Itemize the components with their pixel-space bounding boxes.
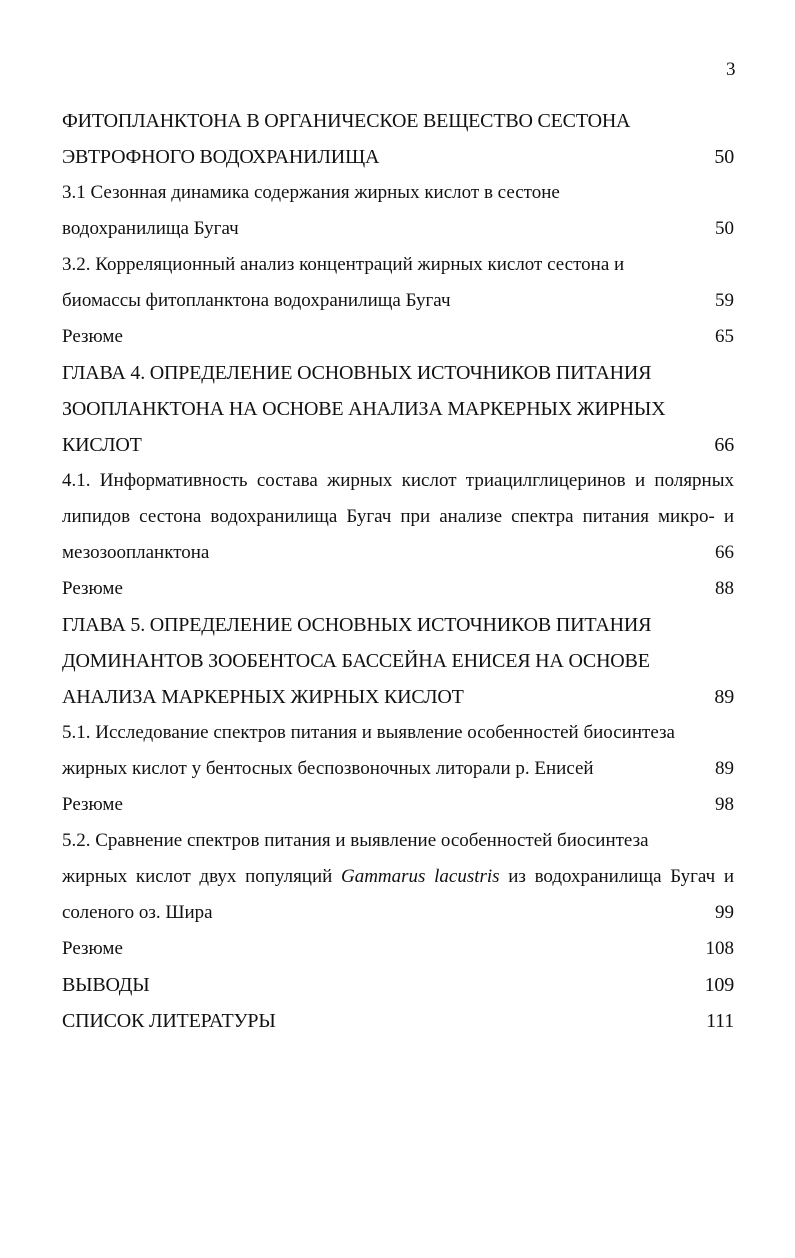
toc-entry-text: биомассы фитопланктона водохранилища Бугач	[62, 290, 451, 311]
toc-page-number: 65	[715, 326, 734, 347]
toc-entry[interactable]	[62, 900, 734, 926]
toc-entry[interactable]	[62, 432, 734, 458]
toc-entry[interactable]	[62, 684, 734, 710]
toc-entry[interactable]	[62, 216, 734, 242]
toc-entry-text: соленого оз. Шира	[62, 902, 213, 923]
toc-entry[interactable]	[62, 324, 734, 350]
toc-heading-text: ГЛАВА 5. ОПРЕДЕЛЕНИЕ ОСНОВНЫХ ИСТОЧНИКОВ ПИТАНИЯ	[62, 614, 652, 636]
toc-entry[interactable]	[62, 288, 734, 314]
toc-page-number: 66	[715, 542, 734, 563]
toc-entry-text: 5.1. Исследование спектров питания и выявление особенностей биосинтеза	[62, 722, 675, 743]
toc-heading-text: ВЫВОДЫ	[62, 974, 150, 996]
toc-heading-text: ДОМИНАНТОВ ЗООБЕНТОСА БАССЕЙНА ЕНИСЕЯ НА ОСНОВЕ	[62, 650, 650, 672]
toc-entry-text: Резюме	[62, 578, 123, 599]
toc-entry-text: мезозоопланктона	[62, 542, 210, 563]
toc-line	[62, 504, 734, 530]
toc-heading-text: СПИСОК ЛИТЕРАТУРЫ	[62, 1010, 276, 1032]
toc-heading-text: ЭВТРОФНОГО ВОДОХРАНИЛИЩА	[62, 146, 380, 168]
toc-line	[62, 828, 734, 854]
toc-entry[interactable]	[62, 972, 734, 998]
toc-entry[interactable]	[62, 1008, 734, 1034]
toc-entry[interactable]	[62, 576, 734, 602]
toc-page-number: 111	[706, 1010, 734, 1032]
toc-entry[interactable]	[62, 756, 734, 782]
toc-line	[62, 864, 734, 890]
toc-page-number: 109	[704, 974, 734, 996]
toc-heading-text: ФИТОПЛАНКТОНА В ОРГАНИЧЕСКОЕ ВЕЩЕСТВО СЕСТОНА	[62, 110, 631, 132]
toc-heading-text: ГЛАВА 4. ОПРЕДЕЛЕНИЕ ОСНОВНЫХ ИСТОЧНИКОВ ПИТАНИЯ	[62, 362, 652, 384]
toc-line	[62, 720, 734, 746]
toc-page-number: 50	[714, 146, 734, 168]
toc-page-number: 50	[715, 218, 734, 239]
toc-entry-text: 5.2. Сравнение спектров питания и выявление особенностей биосинтеза	[62, 830, 649, 851]
toc-entry-text-part: из водохранилища Бугач и	[499, 866, 734, 887]
toc-entry-text-part: жирных кислот двух популяций	[62, 866, 341, 887]
toc-page-number: 89	[715, 758, 734, 779]
toc-entry[interactable]	[62, 936, 734, 962]
toc-line	[62, 612, 734, 638]
toc-entry-text: 4.1. Информативность состава жирных кислот триацилглицеринов и полярных	[62, 470, 734, 491]
toc-page-number: 89	[714, 686, 734, 708]
toc-entry[interactable]	[62, 540, 734, 566]
toc-line	[62, 396, 734, 422]
toc-entry-text: жирных кислот у бентосных беспозвоночных литорали р. Енисей	[62, 758, 594, 779]
toc-page-number: 99	[715, 902, 734, 923]
toc-entry[interactable]	[62, 144, 734, 170]
toc-page-number: 66	[714, 434, 734, 456]
page-number: 3	[726, 59, 736, 80]
toc-line	[62, 360, 734, 386]
toc-page-number: 98	[715, 794, 734, 815]
toc-entry-text: Резюме	[62, 794, 123, 815]
toc-line	[62, 252, 734, 278]
toc-entry-text: Резюме	[62, 326, 123, 347]
toc-entry-text: липидов сестона водохранилища Бугач при анализе спектра питания микро- и	[62, 506, 734, 527]
toc-line	[62, 108, 734, 134]
toc-line	[62, 468, 734, 494]
toc-heading-text: АНАЛИЗА МАРКЕРНЫХ ЖИРНЫХ КИСЛОТ	[62, 686, 464, 708]
species-name: Gammarus lacustris	[340, 866, 500, 887]
toc-entry-text: водохранилища Бугач	[62, 218, 239, 239]
toc-heading-text: КИСЛОТ	[62, 434, 142, 456]
toc-entry-text: 3.2. Корреляционный анализ концентраций жирных кислот сестона и	[62, 254, 625, 275]
toc-entry-text: Резюме	[62, 938, 123, 959]
toc-line	[62, 180, 734, 206]
toc-entry-text	[62, 866, 734, 887]
toc-entry[interactable]	[62, 792, 734, 818]
toc-page-number: 59	[715, 290, 734, 311]
toc-heading-text: ЗООПЛАНКТОНА НА ОСНОВЕ АНАЛИЗА МАРКЕРНЫХ ЖИРНЫХ	[62, 398, 666, 420]
toc-line	[62, 648, 734, 674]
toc-page-number: 88	[715, 578, 734, 599]
toc-page-number: 108	[705, 938, 734, 959]
toc-entry-text: 3.1 Сезонная динамика содержания жирных кислот в сестоне	[62, 182, 560, 203]
